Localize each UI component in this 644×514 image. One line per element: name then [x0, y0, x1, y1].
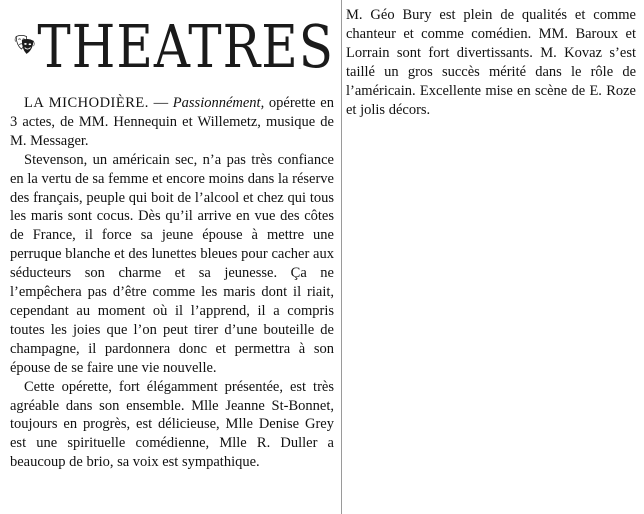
right-column	[346, 6, 636, 119]
review-continuation-paragraph: M. Géo Bury est plein de qualités et comme chanteur et comme comédien. MM. Baroux et Lorrain sont fort divertissants. M. Kovaz s’est taillé un gros succès mérité dans le rôle de l’américain. Excellente mise en scène de E. Roze et jolis décors.	[346, 7, 636, 118]
play-title: Passionnément,	[172, 95, 265, 111]
section-header	[10, 2, 334, 88]
review-intro	[10, 94, 334, 151]
section-title: THEATRES	[37, 12, 334, 82]
review-plot-paragraph: Stevenson, un américain sec, n’a pas très confiance en la vertu de sa femme et encore moins dans la réserve des français, peuple qui boit de l’alcool et chez qui tous les maris sont cocus. Dès qu’il arrive en vue des côtes de France, il force sa jeune épouse à mettre une perruque blanche et des lunettes bleues pour cacher aux séducteurs son charme et sa jeunesse. Ça ne l’empêchera pas d’être comme les maris dont il riait, cependant au moment où il l’apprend, il a compris toutes les joies que l’on peut tirer d’une bouteille de champagne, il pardonnera donc et permettra à son épouse de se faire une vie nouvelle.	[10, 151, 334, 376]
comedy-tragedy-masks-icon	[14, 14, 35, 76]
theatre-name: LA MICHODIÈRE.	[24, 95, 149, 111]
intro-dash: —	[148, 95, 173, 111]
column-divider	[341, 0, 342, 514]
left-column	[10, 2, 334, 472]
intro-credits: opérette en 3 actes, de MM. Hennequin et Willemetz, musique de M. Messager.	[10, 95, 334, 149]
review-cast-paragraph: Cette opérette, fort élégamment présentée, est très agréable dans son ensemble. Mlle Jeanne St-Bonnet, toujours en progrès, est délicieuse, Mlle Denise Grey est une spirituelle comédienne, Mlle R. Duller a beaucoup de brio, sa voix est sympathique.	[10, 378, 334, 471]
